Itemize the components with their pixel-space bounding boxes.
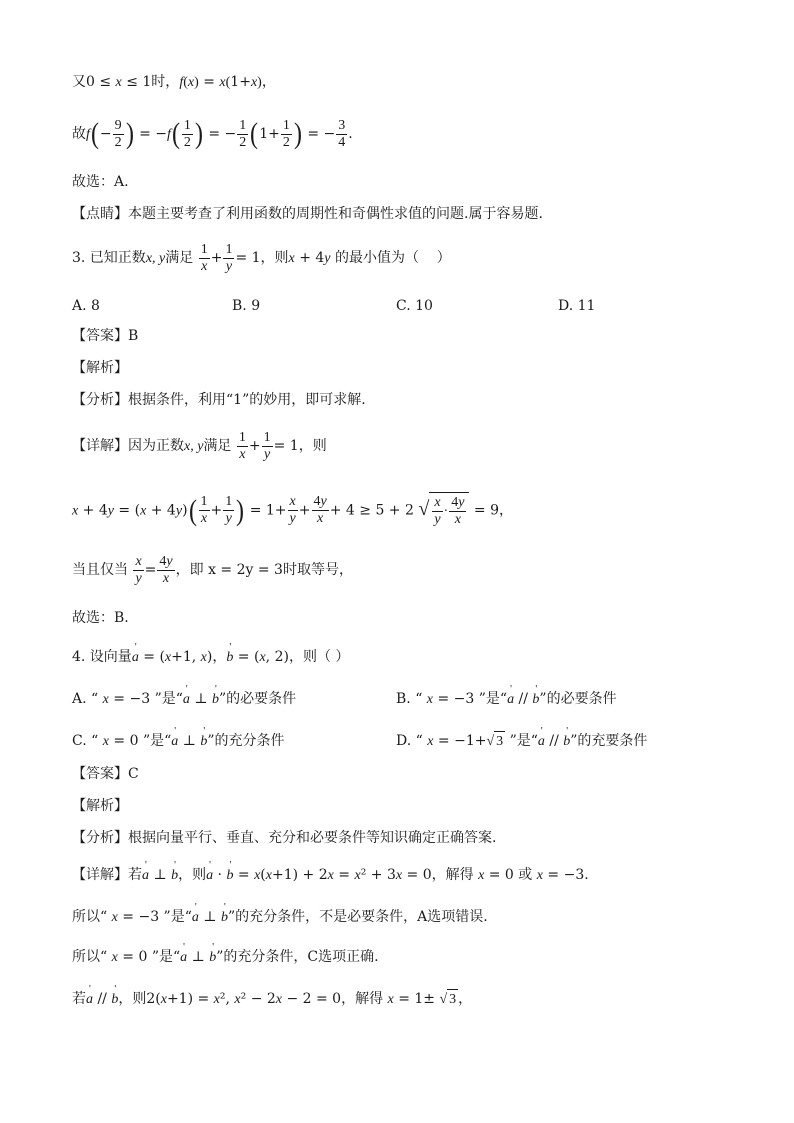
text-line: 故选：A.: [72, 174, 129, 190]
option-c: C. “ x = 0 ”是“' a ⊥ ' b”的充分条件: [72, 728, 285, 752]
text-line: 当且仅当 $\frac{x}{y}$ = $\frac{4y}{x}$ ，即 x = 2y = 3时取等号，: [72, 553, 353, 586]
option-c: C. 10: [396, 298, 433, 314]
text-line: 【点睛】本题主要考查了利用函数的周期性和奇偶性求值的问题.属于容易题.: [72, 206, 543, 222]
analysis-label: 【解析】: [72, 360, 128, 376]
question-4: 4. 设向量' a = (x+1, x)，' b = (x, 2)，则（ ）: [72, 644, 754, 668]
text-line: 若' a // ' b，则2(x+1) = x², x² − 2x − 2 = 0，解得 x = 1± √ 3 ，: [72, 986, 754, 1010]
detail-line: 【详解】若' a ⊥ ' b，则' a · ' b = x(x+1) + 2x = x² + 3x = 0，解得 x = 0 或 x = −3.: [72, 862, 754, 886]
question-3: 3. 已知正数x, y满足 $\frac{1}{x}$ + $\frac{1}{y}$ = 1，则x + 4y 的最小值为（ ）: [72, 241, 451, 274]
formula-line: x + 4y = (x + 4y)( $\frac{1}{x}$ + $\frac{1}{y}$ ) = 1+ $\frac{x}{y}$ + $\frac{4y}{x}$ + 4 ≥ 5 + 2 √ $\frac{x}{y}$ · $\frac{4y}{x}$ = 9，: [72, 490, 754, 531]
option-a: A. 8: [72, 298, 100, 314]
text-line: 又0 ≤ x ≤ 1时，f(x) = x(1+x)，: [72, 74, 276, 90]
option-d: D. 11: [558, 298, 596, 314]
detail-line: 【详解】因为正数x, y满足 $\frac{1}{x}$ + $\frac{1}{y}$ = 1，则: [72, 429, 327, 462]
text-line: 所以“ x = −3 ”是“' a ⊥ ' b”的充分条件，不是必要条件，A选项错误.: [72, 904, 754, 928]
text-line: 故选：B.: [72, 610, 129, 626]
analysis-label: 【解析】: [72, 798, 128, 814]
option-d: D. “ x = −1+√ 3 ”是“' a // ' b”的充要条件: [396, 728, 647, 752]
analysis-text: 【分析】根据向量平行、垂直、充分和必要条件等知识确定正确答案.: [72, 830, 497, 846]
option-b: B. 9: [232, 298, 261, 314]
text-line: 所以“ x = 0 ”是“' a ⊥ ' b”的充分条件，C选项正确.: [72, 944, 754, 968]
option-b: B. “ x = −3 ”是“' a // ' b”的必要条件: [396, 686, 617, 710]
analysis-text: 【分析】根据条件，利用“1”的妙用，即可求解.: [72, 392, 366, 408]
answer-label: 【答案】C: [72, 766, 139, 782]
formula-line: 故f(− $\frac{9}{2}$ ) = −f( $\frac{1}{2}$ ) = − $\frac{1}{2}$ (1+ $\frac{1}{2}$ ) = − $\frac{3}{4}$ .: [72, 117, 353, 150]
answer-label: 【答案】B: [72, 328, 139, 344]
option-a: A. “ x = −3 ”是“' a ⊥ ' b”的必要条件: [72, 686, 296, 710]
